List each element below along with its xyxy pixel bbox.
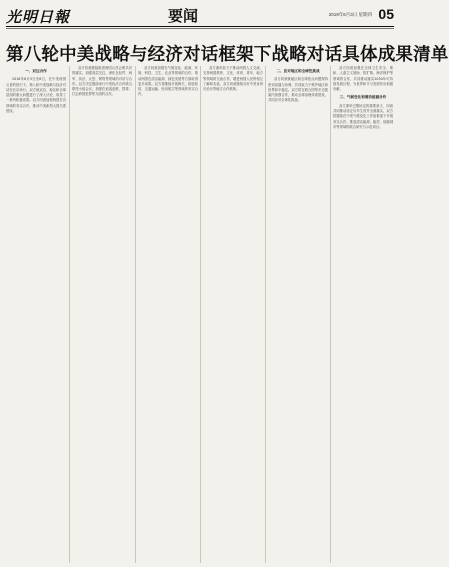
article-column-1: [6, 66, 66, 563]
newspaper-page: [6, 4, 449, 563]
column-divider: [135, 66, 136, 563]
article-paragraph: 双方重申致力于推动两国人文交流，支持两国教育、文化、体育、青年、地方等领域的交流合作，增进两国人民的相互了解和友谊。双方同意继续办好中美省州长论坛等地方合作机制。: [203, 66, 263, 92]
page-number: 05: [378, 6, 394, 22]
column-divider: [265, 66, 266, 563]
article-column-6: [333, 66, 393, 563]
article-body: [6, 66, 394, 563]
masthead-rule: [6, 26, 394, 27]
masthead-rule-thin: [6, 28, 394, 29]
article-column-2: [72, 66, 132, 563]
article-subhead: 三、气候变化和清洁能源合作: [339, 95, 387, 100]
column-divider: [200, 66, 201, 563]
column-divider: [69, 66, 70, 563]
section-title: 要闻: [168, 7, 199, 25]
article-paragraph: 2016年6月5日至6日，在中美两国元首的指引下，第八轮中美战略与经济对话在北京举行。双方就双边、地区和全球层面的重大问题进行了深入讨论，取得了一系列积极成果。双方同意加强两国在各领域的务实合作，推动中美新型大国关系建设。: [6, 77, 66, 114]
article-paragraph: 双方同意加强在气候变化、能源、环境、科技、卫生、农业等领域的合作，推动两国在清洁能源、绿色发展等方面取得更多成果。双方将继续开展海关、检验检疫、交通运输、民用航空等领域的务实合作。: [138, 66, 198, 97]
article-paragraph: 双方同意就地区和全球热点问题保持密切沟通与协调，共同致力于维护地区和世界和平稳定。双方将在联合国等多边框架内加强合作，推动全球治理体系建设，共同应对全球性挑战。: [268, 77, 328, 103]
article-paragraph: 双方同意继续推进两国元首会晤共识的落实，加强高层交往，深化在经贸、两军、执法、反恐、网络等领域的对话与合作。双方决定继续举行中美执法合作联合联络小组会议，加强在追逃追赃、禁毒、打击跨国犯罪等方面的合作。: [72, 66, 132, 97]
article-column-5: [268, 66, 328, 563]
article-column-4: [203, 66, 263, 563]
article-subhead: 一、双边合作: [25, 69, 47, 73]
column-divider: [330, 66, 331, 563]
article-paragraph: 双方同意加强在全球卫生安全、维和、人道主义援助、防扩散、海洋保护等领域的合作，共同推动落实2030年可持续发展议程，为世界和平与发展作出积极贡献。: [333, 66, 393, 92]
newspaper-logo: 光明日報: [6, 8, 71, 26]
article-paragraph: 双方重申巴黎协定的重要意义，同意共同推动协定尽早生效并全面落实。双方将继续在中美气候变化工作组框架下开展务实合作，推进清洁能源、能效、低碳城市等领域的联合研究与示范项目。: [333, 103, 393, 129]
article-headline: 第八轮中美战略与经济对话框架下战略对话具体成果清单: [6, 45, 449, 65]
article-subhead: 二、应对地区和全球性挑战: [276, 69, 320, 73]
dateline: 2019年6月3日 星期四: [328, 12, 372, 17]
article-column-3: [138, 66, 198, 563]
masthead: [6, 4, 394, 26]
